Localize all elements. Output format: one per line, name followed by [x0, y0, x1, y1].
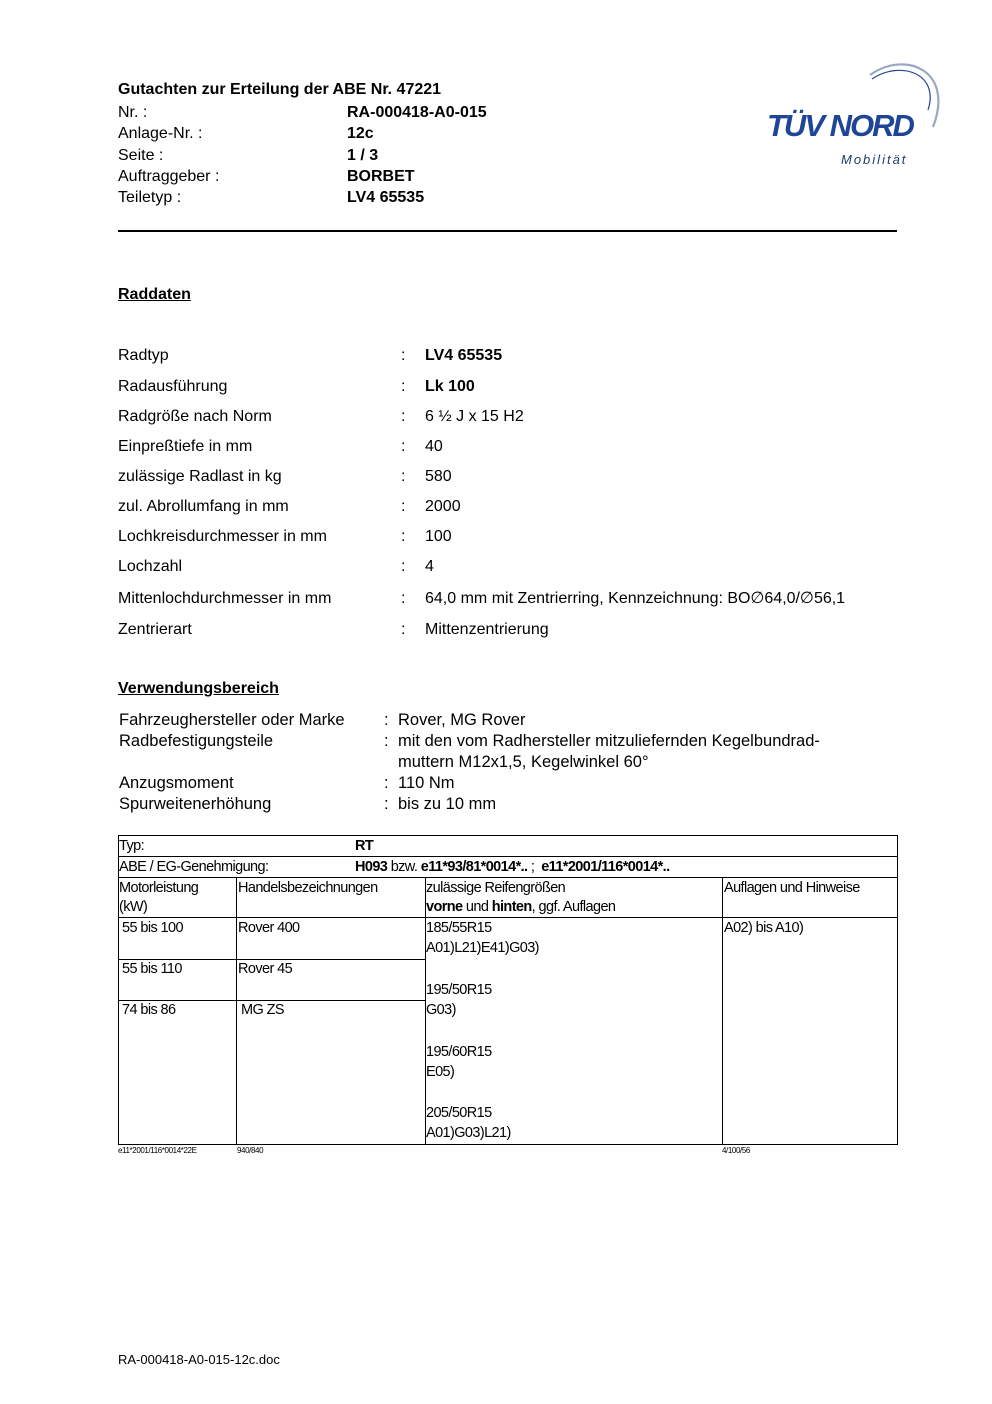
col-header-handel: Handelsbezeichnungen: [238, 880, 378, 896]
verwendung-value: 110 Nm: [398, 774, 455, 792]
colon: :: [384, 774, 389, 792]
header-value: 1 / 3: [347, 147, 379, 164]
reifen-codes: G03): [426, 1002, 456, 1018]
raddaten-label: Radtyp: [118, 347, 169, 364]
header-value: BORBET: [347, 168, 415, 185]
raddaten-value: 6 ½ J x 15 H2: [425, 408, 524, 425]
abe-code-2: e11*2001/116*0014*..: [541, 859, 670, 875]
table-border: [897, 835, 898, 1144]
col-header-motor-unit: (kW): [119, 899, 148, 915]
raddaten-label: Lochzahl: [118, 558, 183, 575]
abe-value: [355, 857, 670, 877]
colon: :: [401, 528, 406, 545]
abe-bzw: bzw.: [387, 859, 421, 875]
table-border: [118, 835, 898, 836]
raddaten-label: Radausführung: [118, 378, 228, 395]
verwendung-value: Rover, MG Rover: [398, 711, 526, 729]
motor-cell: 74 bis 86: [122, 1002, 176, 1018]
verwendung-label: Fahrzeughersteller oder Marke: [119, 711, 345, 729]
logo-sub-text: Mobilität: [841, 152, 908, 167]
reifen-hinten: hinten: [491, 899, 532, 915]
header-label: Seite :: [118, 147, 164, 164]
header-value: LV4 65535: [347, 189, 425, 206]
header-value: RA-000418-A0-015: [347, 104, 487, 121]
colon: :: [401, 590, 406, 607]
motor-cell: 55 bis 110: [122, 961, 182, 977]
colon: :: [384, 795, 389, 813]
reifen-size: 205/50R15: [426, 1105, 492, 1121]
header-label: Anlage-Nr. :: [118, 125, 203, 142]
raddaten-label: Zentrierart: [118, 621, 192, 638]
reifen-codes: A01)L21)E41)G03): [426, 940, 539, 956]
logo-brand-text: TÜV NORD: [767, 108, 913, 143]
colon: :: [384, 732, 389, 750]
raddaten-value: 100: [425, 528, 452, 545]
col-header-auflagen: Auflagen und Hinweise: [724, 880, 860, 896]
verwendung-value: bis zu 10 mm: [398, 795, 497, 813]
verwendung-label: Spurweitenerhöhung: [119, 795, 272, 813]
document-filename: RA-000418-A0-015-12c.doc: [118, 1352, 280, 1367]
colon: :: [384, 711, 389, 729]
col-header-motor: Motorleistung: [119, 880, 199, 896]
colon: :: [401, 558, 406, 575]
header-divider: [118, 230, 897, 232]
colon: :: [401, 468, 406, 485]
handel-cell: Rover 400: [238, 920, 300, 936]
reifen-size: 195/60R15: [426, 1044, 492, 1060]
tuv-nord-logo: [760, 55, 945, 175]
header-value: 12c: [347, 125, 374, 142]
typ-value: RT: [355, 838, 374, 854]
table-foot-right: 4/100/56: [722, 1146, 750, 1155]
motor-cell: 55 bis 100: [122, 920, 183, 936]
verwendung-label: Radbefestigungsteile: [119, 732, 274, 750]
raddaten-value: 40: [425, 438, 443, 455]
raddaten-value: Lk 100: [425, 378, 475, 395]
auflagen-cell: A02) bis A10): [724, 920, 804, 936]
verwendung-value-continued: muttern M12x1,5, Kegelwinkel 60°: [398, 753, 649, 771]
raddaten-value: 2000: [425, 498, 461, 515]
header-label: Teiletyp :: [118, 189, 182, 206]
colon: :: [401, 498, 406, 515]
abe-h093: H093: [355, 859, 388, 875]
verwendung-value: mit den vom Radhersteller mitzuliefernden Kegelbundrad-: [398, 732, 820, 750]
colon: :: [401, 438, 406, 455]
raddaten-label: Einpreßtiefe in mm: [118, 438, 253, 455]
table-border: [722, 877, 723, 1144]
col-header-reifen: zulässige Reifengrößen: [426, 880, 566, 896]
raddaten-value: LV4 65535: [425, 347, 503, 364]
colon: :: [401, 347, 406, 364]
typ-label: Typ:: [119, 838, 144, 854]
table-border: [236, 877, 237, 1144]
table-foot-mid: 940/840: [237, 1146, 264, 1155]
raddaten-value: 580: [425, 468, 452, 485]
raddaten-value: 4: [425, 558, 434, 575]
raddaten-label: zul. Abrollumfang in mm: [118, 498, 289, 515]
header-label: Auftraggeber :: [118, 168, 220, 185]
raddaten-value: 64,0 mm mit Zentrierring, Kennzeichnung: BO∅64,0/∅56,1: [425, 590, 846, 607]
raddaten-value: Mittenzentrierung: [425, 621, 549, 638]
section-title-raddaten: Raddaten: [118, 286, 191, 303]
raddaten-label: Mittenlochdurchmesser in mm: [118, 590, 332, 607]
verwendung-label: Anzugsmoment: [119, 774, 234, 792]
abe-label: ABE / EG-Genehmigung:: [119, 859, 269, 875]
colon: :: [401, 408, 406, 425]
table-border: [118, 1144, 898, 1145]
col-header-reifen-sub: [426, 897, 615, 917]
colon: :: [401, 378, 406, 395]
colon: :: [401, 621, 406, 638]
section-title-verwendungsbereich: Verwendungsbereich: [118, 680, 279, 697]
handel-cell: Rover 45: [238, 961, 293, 977]
abe-sep: ;: [527, 859, 542, 875]
reifen-codes: E05): [426, 1064, 455, 1080]
raddaten-label: zulässige Radlast in kg: [118, 468, 282, 485]
header-label: Nr. :: [118, 104, 148, 121]
reifen-vorne: vorne: [426, 899, 463, 915]
abe-code-1: e11*93/81*0014*..: [420, 859, 528, 875]
reifen-size: 185/55R15: [426, 920, 492, 936]
document-title: Gutachten zur Erteilung der ABE Nr. 47221: [118, 81, 442, 98]
raddaten-label: Lochkreisdurchmesser in mm: [118, 528, 327, 545]
table-foot-left: e11*2001/116*0014*22E: [118, 1146, 197, 1155]
reifen-und: und: [462, 899, 492, 915]
reifen-size: 195/50R15: [426, 982, 492, 998]
reifen-codes: A01)G03)L21): [426, 1125, 511, 1141]
reifen-rest: , ggf. Auflagen: [531, 899, 616, 915]
raddaten-label: Radgröße nach Norm: [118, 408, 272, 425]
handel-cell: MG ZS: [241, 1002, 284, 1018]
